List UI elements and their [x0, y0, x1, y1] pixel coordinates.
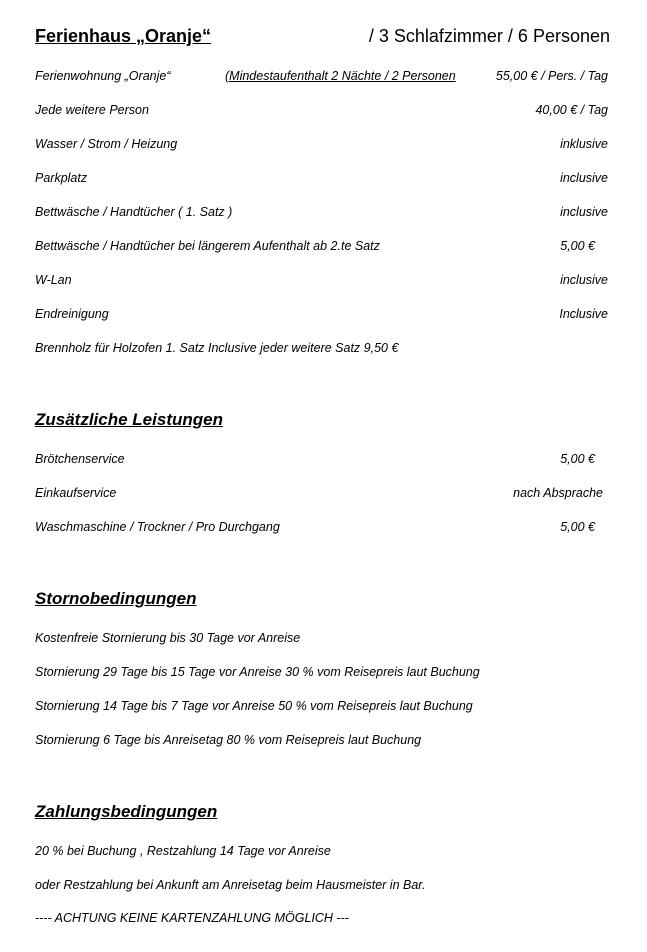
extras-row: [35, 486, 608, 504]
page-title: Ferienhaus „Oranje“: [35, 26, 212, 46]
price-row: [35, 341, 608, 359]
price-row: [35, 103, 608, 121]
extras-label: Brötchenservice: [35, 452, 125, 466]
cancellation-line: Stornierung 14 Tage bis 7 Tage vor Anreise 50 % vom Reisepreis laut Buchung: [35, 699, 473, 713]
extras-heading: Zusätzliche Leistungen: [35, 410, 223, 429]
price-label: Bettwäsche / Handtücher ( 1. Satz ): [35, 205, 233, 219]
price-label: Parkplatz: [35, 171, 88, 185]
price-value: 40,00 € / Tag: [535, 103, 608, 117]
price-label: W-Lan: [35, 273, 72, 287]
price-value: inklusive: [560, 137, 608, 151]
price-value: inclusive: [560, 273, 608, 287]
price-label: Bettwäsche / Handtücher bei längerem Aufenthalt ab 2.te Satz: [35, 239, 380, 253]
extras-label: Einkaufservice: [35, 486, 117, 500]
price-row: [35, 205, 608, 223]
extras-value: 5,00 €: [560, 520, 595, 534]
price-value: 55,00 € / Pers. / Tag: [495, 69, 608, 83]
price-value: inclusive: [560, 205, 608, 219]
price-row: [35, 69, 608, 87]
price-row: [35, 273, 608, 291]
price-row: [35, 137, 608, 155]
cancellation-heading: Stornobedingungen: [35, 589, 197, 608]
price-label: Ferienwohnung „Oranje“: [35, 69, 171, 83]
page-subtitle: / 3 Schlafzimmer / 6 Personen: [368, 26, 610, 46]
payment-line: oder Restzahlung bei Ankunft am Anreisetag beim Hausmeister in Bar.: [35, 878, 426, 892]
payment-line: 20 % bei Buchung , Restzahlung 14 Tage vor Anreise: [35, 844, 331, 858]
cancellation-line: Kostenfreie Stornierung bis 30 Tage vor Anreise: [35, 631, 301, 645]
extras-row: [35, 452, 608, 470]
price-row: [35, 307, 608, 325]
price-label: Jede weitere Person: [35, 103, 149, 117]
extras-value: nach Absprache: [513, 486, 603, 500]
extras-label: Waschmaschine / Trockner / Pro Durchgang: [35, 520, 280, 534]
price-label: Endreinigung: [35, 307, 109, 321]
price-value: Inclusive: [559, 307, 608, 321]
extras-row: [35, 520, 608, 538]
title-row: [35, 26, 610, 52]
payment-heading: Zahlungsbedingungen: [35, 802, 218, 821]
price-label: Wasser / Strom / Heizung: [35, 137, 178, 151]
payment-warning: ---- ACHTUNG KEINE KARTENZAHLUNG MÖGLICH ---: [35, 911, 349, 925]
price-label: Brennholz für Holzofen 1. Satz Inclusive jeder weitere Satz 9,50 €: [35, 341, 399, 355]
price-note: (Mindestaufenthalt 2 Nächte / 2 Personen: [225, 69, 456, 83]
cancellation-line: Stornierung 29 Tage bis 15 Tage vor Anreise 30 % vom Reisepreis laut Buchung: [35, 665, 480, 679]
price-row: [35, 239, 608, 257]
price-row: [35, 171, 608, 189]
cancellation-line: Stornierung 6 Tage bis Anreisetag 80 % vom Reisepreis laut Buchung: [35, 733, 422, 747]
extras-value: 5,00 €: [560, 452, 595, 466]
price-value: inclusive: [560, 171, 608, 185]
price-value: 5,00 €: [560, 239, 595, 253]
